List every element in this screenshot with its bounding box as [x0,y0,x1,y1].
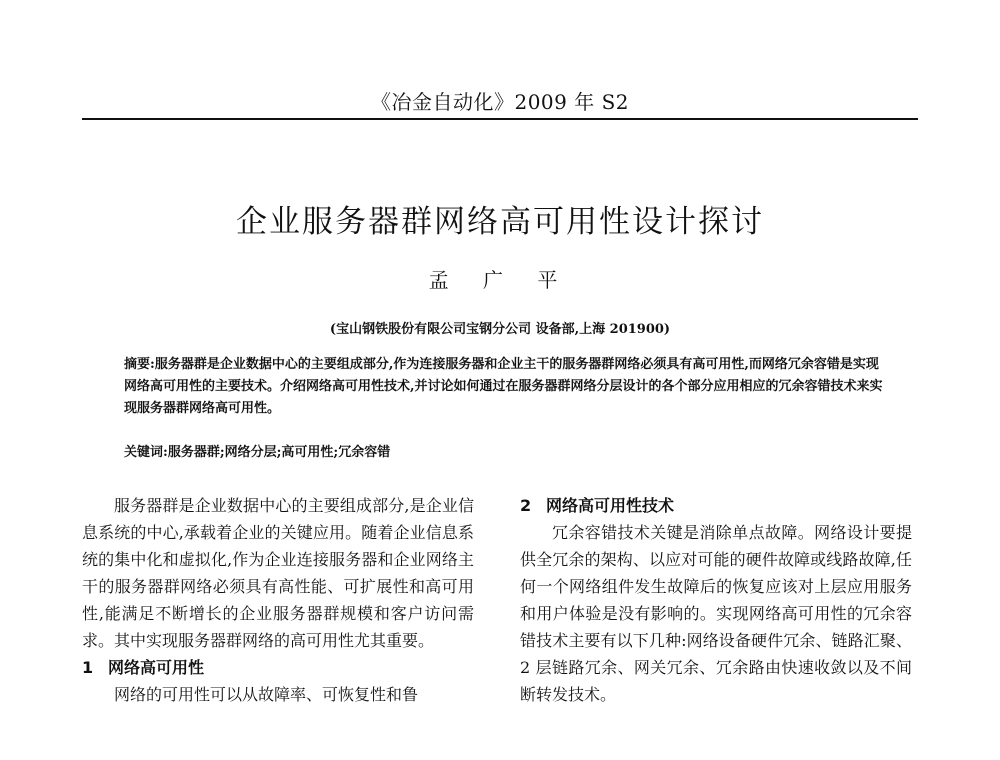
section-2-heading [520,492,912,519]
header-rule [82,118,918,120]
section-2-title: 网络高可用性技术 [546,496,675,515]
section-2-number: 2 [520,496,532,515]
author-affiliation: (宝山钢铁股份有限公司宝钢分公司 设备部,上海 201900) [329,322,671,337]
article-title: 企业服务器群网络高可用性设计探讨 [236,204,764,240]
left-column [82,492,474,708]
intro-paragraph: 服务器群是企业数据中心的主要组成部分,是企业信息系统的中心,承载着企业的关键应用。随着企业信息系统的集中化和虚拟化,作为企业连接服务器和企业网络主干的服务器群网络必须具有高性能、可扩展性和高可用性,能满足不断增长的企业服务器群规模和客户访问需求。其中实现服务器群网络的高可用性尤其重要。 [82,496,474,650]
author-name: 孟 广 平 [428,268,572,292]
section-1-number: 1 [82,658,94,677]
section-1-heading [82,654,474,681]
abstract [124,354,884,420]
abstract-label: 摘要: [124,357,155,372]
keywords-label: 关键词: [124,445,168,460]
keywords-text: 服务器群;网络分层;高可用性;冗余容错 [167,445,391,460]
abstract-text: 服务器群是企业数据中心的主要组成部分,作为连接服务器和企业主干的服务器群网络必须具有高可用性,而网络冗余容错是实现网络高可用性的主要技术。介绍网络高可用性技术,并讨论如何通过在服务器群网络分层设计的各个部分应用相应的冗余容错技术来实现服务器群网络高可用性。 [124,357,883,416]
section-2-paragraph: 冗余容错技术关键是消除单点故障。网络设计要提供全冗余的架构、以应对可能的硬件故障或线路故障,任何一个网络组件发生故障后的恢复应该对上层应用服务和用户体验是没有影响的。实现网络高可用性的冗余容错技术主要有以下几种:网络设备硬件冗余、链路汇聚、2 层链路冗余、网关冗余、冗余路由快速收敛以及不间断转发技术。 [520,523,912,704]
keywords [124,442,884,464]
section-1-paragraph: 网络的可用性可以从故障率、可恢复性和鲁 [114,685,419,704]
section-1-title: 网络高可用性 [108,658,205,677]
journal-header: 《冶金自动化》2009 年 S2 [370,90,630,114]
right-column [520,492,912,708]
